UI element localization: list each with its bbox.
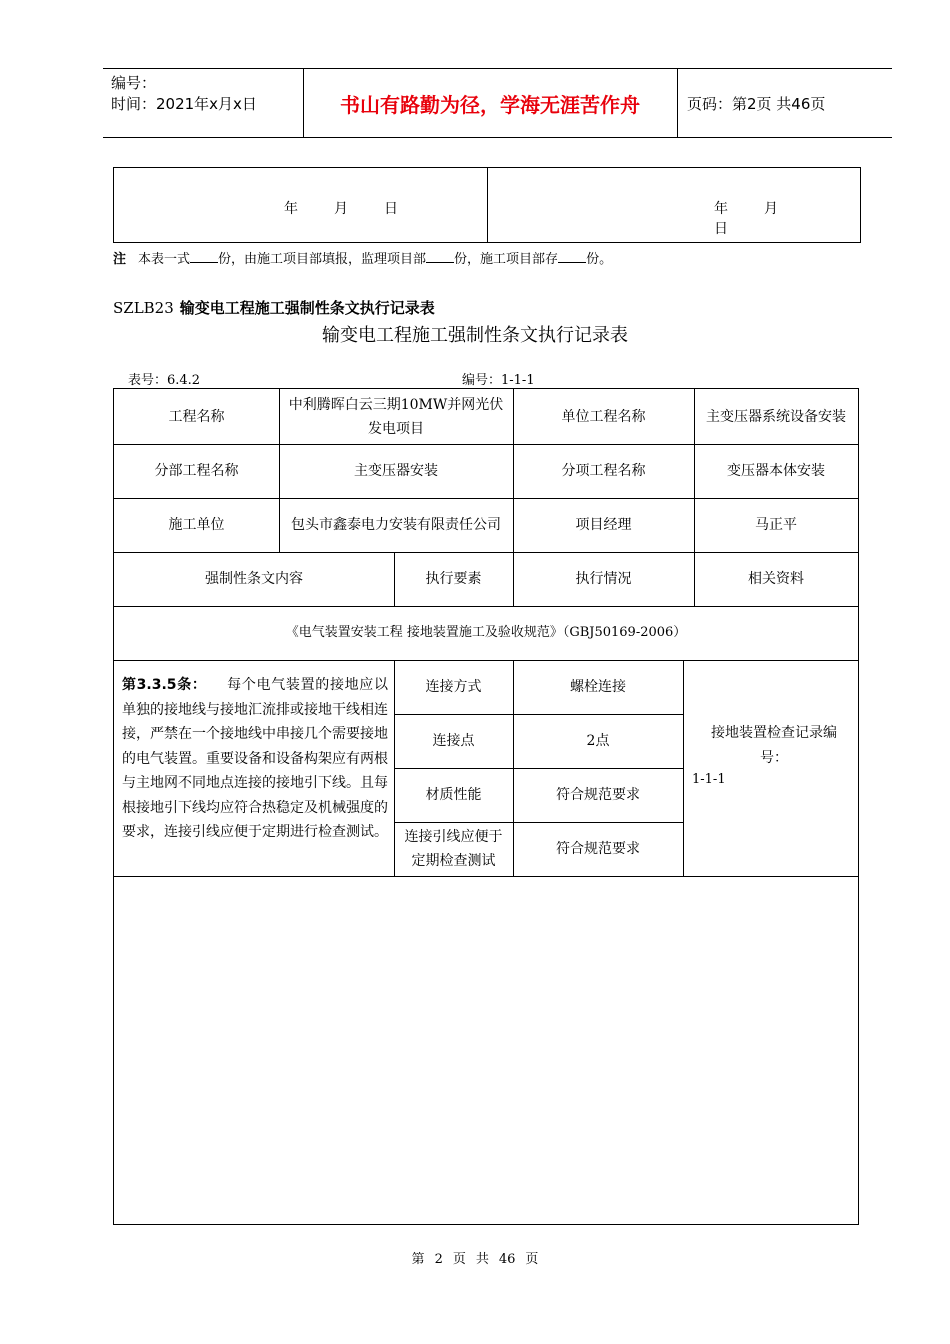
table-number: 表号：6.4.2 [128, 373, 201, 388]
col-header-status: 执行情况 [575, 571, 632, 587]
signature-date-box [113, 167, 861, 243]
footer-di: 第 [411, 1252, 425, 1267]
docs-text: 接地装置检查记录编号： [711, 725, 837, 766]
standard-reference: 《电气装置安装工程 接地装置施工及验收规范》（GBJ50169-2006） [285, 625, 687, 640]
clause-number: 第3.3.5条： [122, 677, 207, 693]
month-label: 月 [334, 201, 348, 217]
col-header-elements: 执行要素 [425, 571, 482, 587]
footer-gong: 共 [475, 1252, 489, 1267]
note-text-1: 本表一式 [138, 252, 191, 267]
docs-number: 1-1-1 [692, 772, 726, 787]
col-header-docs: 相关资料 [748, 571, 804, 587]
header-divider [677, 69, 678, 137]
footer-page: 2 [434, 1252, 443, 1267]
page-info: 页码：第2页 共46页 [687, 94, 826, 113]
element-cell: 连接点 [432, 733, 475, 749]
right-date [714, 198, 860, 238]
clause-text: 每个电气装置的接地应以单独的接地线与接地汇流排或接地干线相连接，严禁在一个接地线中串接几个需要接地的电气装置。重要设备和设备构架应有两根与主地网不同地点连接的接地引下线。且每根接地引下线均应符合热稳定及机械强度的要求，连接引线应便于定期进行检查测试。 [122, 677, 388, 840]
section-code: SZLB23 [113, 299, 174, 317]
page-title: 输变电工程施工强制性条文执行记录表 [322, 325, 628, 346]
status-cell: 符合规范要求 [556, 787, 640, 803]
motto: 书山有路勤为径，学海无涯苦作舟 [340, 92, 640, 117]
day-label: 日 [714, 221, 728, 237]
note-label: 注 [113, 252, 127, 267]
note-text-3: 份，施工项目部存 [454, 252, 559, 267]
col-header-content: 强制性条文内容 [205, 571, 303, 587]
page-header [103, 68, 892, 138]
blank-line [558, 250, 586, 263]
element-cell: 材质性能 [425, 787, 482, 803]
contractor: 包头市鑫泰电力安装有限责任公司 [291, 517, 501, 533]
division-label: 分部工程名称 [154, 463, 239, 479]
row-line [114, 876, 858, 877]
status-cell: 2点 [586, 733, 610, 749]
blank-line [190, 250, 218, 263]
footer-total: 46 [498, 1252, 516, 1267]
section-name: 输变电工程施工强制性条文执行记录表 [179, 299, 435, 317]
note-text-2: 份，由施工项目部填报，监理项目部 [218, 252, 427, 267]
element-cell: 连接引线应便于定期检查测试 [404, 829, 503, 869]
month-label: 月 [764, 201, 778, 217]
year-label: 年 [284, 201, 298, 217]
serial-number: 编号：1-1-1 [462, 373, 535, 388]
col-line [683, 660, 684, 876]
left-date [284, 198, 434, 218]
subitem: 变压器本体安装 [727, 463, 825, 479]
status-cell: 螺栓连接 [570, 679, 626, 695]
header-left [111, 73, 257, 115]
element-cell: 连接方式 [425, 679, 482, 695]
unit-project: 主变压器系统设备安装 [706, 408, 846, 425]
clause-content [122, 673, 388, 845]
note [113, 248, 612, 267]
project-name-label: 工程名称 [168, 408, 225, 425]
record-table [113, 388, 859, 1225]
contractor-label: 施工单位 [168, 517, 225, 533]
day-label: 日 [384, 201, 398, 217]
section-title [113, 297, 435, 318]
footer-ye: 页 [452, 1252, 466, 1267]
time-label: 时间：2021年x月x日 [111, 95, 257, 113]
code-label: 编号： [111, 74, 157, 92]
page-footer [0, 1248, 950, 1267]
blank-line [426, 250, 454, 263]
footer-ye2: 页 [525, 1252, 539, 1267]
note-text-4: 份。 [586, 252, 613, 267]
manager: 马正平 [755, 517, 797, 533]
status-cell: 符合规范要求 [556, 841, 640, 857]
subitem-label: 分项工程名称 [561, 463, 646, 479]
unit-project-label: 单位工程名称 [561, 408, 646, 425]
year-label: 年 [714, 201, 728, 217]
date-divider [487, 168, 488, 242]
manager-label: 项目经理 [575, 517, 632, 533]
project-name: 中利腾晖白云三期10MW并网光伏发电项目 [288, 396, 504, 437]
division: 主变压器安装 [354, 463, 438, 479]
